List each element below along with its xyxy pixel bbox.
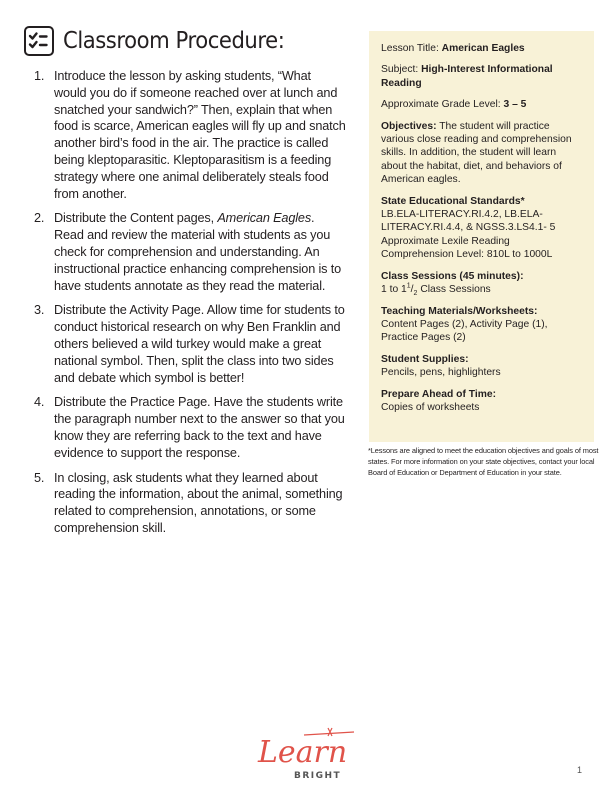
standards-row: [381, 195, 582, 262]
lesson-info-box: [369, 31, 594, 442]
prepare-label: Prepare Ahead of Time:: [381, 388, 497, 400]
standards-footnote: *Lessons are aligned to meet the education objectives and goals of most states. For more information on your state objectives, contact your local Board of Education or Department of Education in your state.: [368, 446, 599, 477]
step-text: . Read and review the material with students as you check for comprehension and understanding. An instructional practice enhancing comprehension is to have students annotate as they read the material.: [54, 211, 341, 293]
standards-value: LB.ELA-LITERACY.RI.4.2, LB.ELA-LITERACY.RI.4.4, & NGSS.3.LS4.1- 5: [381, 209, 556, 234]
sessions-prefix: 1 to 1: [381, 284, 407, 296]
lesson-title-row: [381, 42, 582, 55]
step-number: 4.: [34, 395, 45, 410]
step-text: Distribute the Practice Page. Have the students write the paragraph number next to the answer so that you know they are referring back to the text and have evidence to support the response.: [54, 395, 345, 460]
procedure-list: [34, 68, 346, 545]
sessions-suffix: Class Sessions: [417, 284, 491, 296]
sessions-fraction-den: 2: [413, 290, 418, 298]
checklist-icon: [24, 26, 54, 56]
prepare-value: Copies of worksheets: [381, 401, 480, 413]
subject-value: High-Interest Informational Reading: [381, 64, 553, 89]
header: [24, 26, 304, 56]
subject-label: Subject:: [381, 64, 422, 76]
content-title: American Eagles: [217, 211, 312, 226]
learn-bright-logo: [254, 726, 358, 782]
supplies-row: [381, 353, 582, 380]
step-number: 5.: [34, 470, 45, 485]
objectives-label: Objectives:: [381, 120, 437, 132]
grade-value: 3 – 5: [503, 99, 527, 111]
procedure-step: [34, 394, 346, 461]
sessions-row: [381, 270, 582, 297]
page-number: 1: [577, 765, 583, 775]
supplies-value: Pencils, pens, highlighters: [381, 367, 501, 379]
procedure-step: [34, 302, 346, 386]
materials-value: Content Pages (2), Activity Page (1), Practice Pages (2): [381, 318, 548, 344]
step-text: Distribute the Content pages,: [54, 211, 218, 226]
procedure-step: [34, 68, 346, 202]
logo-word-bright: BRIGHT: [294, 771, 342, 781]
lesson-title-value: American Eagles: [441, 43, 525, 54]
subject-row: [381, 63, 582, 90]
step-number: 1.: [34, 69, 45, 83]
step-text: Introduce the lesson by asking students, “What would you do if someone reached over at lunch and snatched your sandwich?” Then, explain that when food is scarce, American eagles will fly up and snatch another bird’s food in the air. The practice is called being kleptoparasitic. Kleptoparasitism is a feeding strategy where one animal deliberately steals food from another.: [54, 69, 346, 201]
sessions-label: Class Sessions (45 minutes):: [381, 270, 524, 282]
step-number: 2.: [34, 211, 45, 226]
supplies-label: Student Supplies:: [381, 353, 469, 365]
step-number: 3.: [34, 303, 45, 318]
lexile-value: Approximate Lexile Reading Comprehension Level: 810L to 1000L: [381, 235, 553, 261]
sessions-fraction-num: 1: [406, 282, 411, 290]
step-text: In closing, ask students what they learned about reading the information, about the animal, something related to comprehension, annotations, or some comprehension skill.: [54, 470, 343, 535]
page-title: Classroom Procedure:: [63, 28, 285, 54]
lesson-title-label: Lesson Title:: [381, 43, 442, 54]
objectives-value: The student will practice various close reading and comprehension skills. In addition, the student will learn about the habitat, diet, and behaviors of American eagles.: [381, 120, 572, 186]
step-text: Distribute the Activity Page. Allow time for students to conduct historical research on why Ben Franklin and others believed a wild turkey would make a great national symbol. Then, split the class into two sides and debate which symbol is better!: [54, 303, 345, 385]
procedure-step: [34, 470, 346, 537]
objectives-row: [381, 120, 582, 187]
grade-row: [381, 98, 582, 111]
materials-label: Teaching Materials/Worksheets:: [381, 305, 538, 317]
standards-label: State Educational Standards*: [381, 195, 525, 207]
materials-row: [381, 305, 582, 345]
logo-word-learn: Learn: [258, 735, 348, 770]
sessions-fraction-slash: /: [410, 284, 414, 296]
procedure-step: [34, 210, 346, 294]
prepare-row: [381, 388, 582, 415]
grade-label: Approximate Grade Level:: [381, 99, 504, 111]
